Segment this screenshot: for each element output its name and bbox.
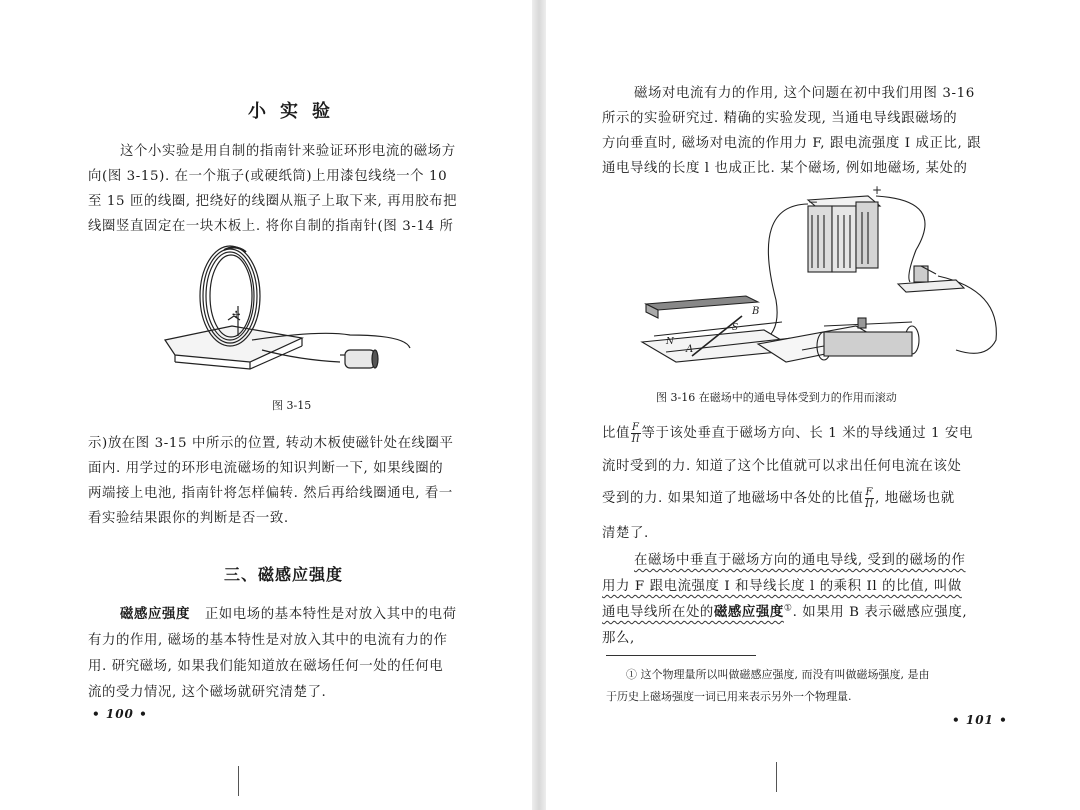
fraction-numerator: F [865,487,874,498]
body-line: 看实验结果跟你的判断是否一致. [88,511,289,526]
intro-line: 这个小实验是用自制的指南针来验证环形电流的磁场方 [120,144,456,159]
right-page [546,0,1080,810]
rail-label-b: B [752,306,760,317]
magnet-label-n: N [666,337,674,347]
section-first-line [120,603,457,622]
page-number-left: • 100 • [92,707,148,721]
definition-line-prefix: 通电导线所在处的 [602,605,714,620]
body-line: 面内. 用学过的环形电流磁场的知识判断一下, 如果线圈的 [88,461,444,476]
definition-term: 磁感应强度 [713,604,784,620]
intro-line: 至 15 匝的线圈, 把绕好的线圈从瓶子上取下来, 再用胶布把 [88,194,458,209]
body-line: 磁场对电流有力的作用, 这个问题在初中我们用图 3-16 [634,86,975,101]
body-line: 示)放在图 3-15 中所示的位置, 转动木板使磁针处在线圈平 [88,436,454,451]
battery-plus-label: + [872,183,883,197]
body-line: 通电导线的长度 l 也成正比. 某个磁场, 例如地磁场, 某处的 [602,161,968,176]
fraction-denominator: Il [631,434,640,445]
definition-line: 那么, [602,631,635,646]
ratio-line-rest: 等于该处垂直于磁场方向、长 1 米的导线通过 1 安电 [641,426,973,441]
figure-caption-3-16: 图 3-16 在磁场中的通电导体受到力的作用而滚动 [656,391,897,404]
left-page [0,0,532,810]
fraction-numerator: F [631,422,640,433]
battery-minus-label: − [808,195,819,209]
magnet-label-s: S [732,323,739,333]
definition-line: 在磁场中垂直于磁场方向的通电导线, 受到的磁场的作 [634,553,966,568]
section-line: 有力的作用, 磁场的基本特性是对放入其中的电流有力的作 [88,633,448,648]
figure-caption-3-15: 图 3-15 [272,399,312,412]
ratio-line [602,487,955,510]
definition-line: 用力 F 跟电流强度 I 和导线长度 l 的乘积 Il 的比值, 叫做 [602,579,962,594]
book-gutter [532,0,546,810]
ratio-line: 清楚了. [602,526,649,541]
ratio-line-prefix: 受到的力. 如果知道了地磁场中各处的比值 [602,491,864,506]
body-line: 所示的实验研究过. 精确的实验发现, 当通电导线跟磁场的 [602,111,958,126]
ratio-line [602,422,973,445]
intro-line: 线圈竖直固定在一块木板上. 将你自制的指南针(图 3-14 所 [88,219,454,234]
scan-tick-mark [776,762,777,792]
section-term: 磁感应强度 [120,606,190,622]
definition-line-rest: . 如果用 B 表示磁感应强度, [792,605,968,620]
fraction-denominator: Il [865,499,874,510]
body-line: 方向垂直时, 磁场对电流的作用力 F, 跟电流强度 I 成正比, 跟 [602,136,982,151]
footnote-rule [606,655,756,656]
experiment-heading: 小实验 [248,101,344,122]
scan-tick-mark [238,766,239,796]
page-number-right: • 101 • [952,713,1008,727]
footnote-line: ① 这个物理量所以叫做磁感应强度, 而没有叫做磁场强度, 是由 [626,668,930,681]
section-line: 流的受力情况, 这个磁场就研究清楚了. [88,685,327,700]
ratio-line-rest: , 地磁场也就 [875,491,955,506]
compass-needle-mark: ✢ [232,310,241,321]
body-line: 两端接上电池, 指南针将怎样偏转. 然后再给线圈通电, 看一 [88,486,453,501]
section-first-line-rest: 正如电场的基本特性是对放入其中的电荷 [204,607,457,622]
definition-line [602,601,967,620]
ratio-line: 流时受到的力. 知道了这个比值就可以求出任何电流在该处 [602,459,962,474]
section-heading: 三、磁感应强度 [224,565,344,584]
intro-line: 向(图 3-15). 在一个瓶子(或硬纸筒)上用漆包线绕一个 10 [88,169,448,184]
fraction-f-over-il [631,422,641,445]
ratio-line-prefix: 比值 [602,426,630,441]
section-line: 用. 研究磁场, 如果我们能知道放在磁场任何一处的任何电 [88,659,444,674]
footnote-marker: ① [783,603,793,614]
rail-label-a: A [686,344,694,355]
footnote-line: 于历史上磁场强度一词已用来表示另外一个物理量. [606,690,852,703]
fraction-f-over-il [865,487,875,510]
